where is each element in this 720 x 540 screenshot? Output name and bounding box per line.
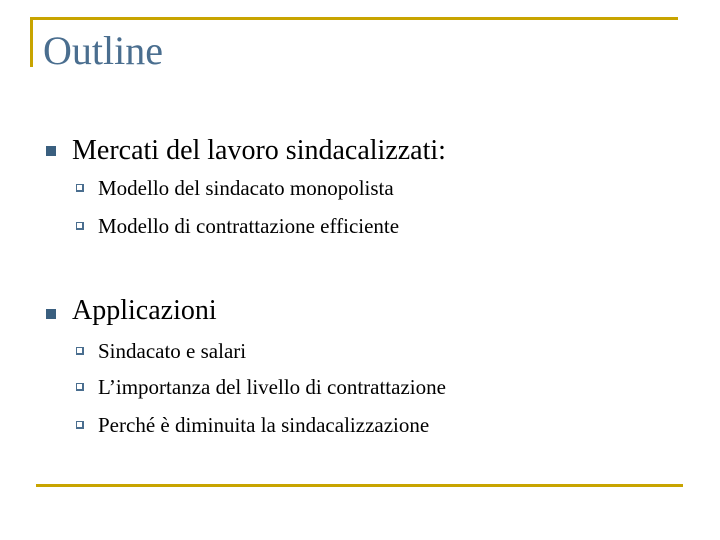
list-item: L’importanza del livello di contrattazione: [98, 375, 446, 399]
list-item: Modello di contrattazione efficiente: [98, 214, 400, 238]
hollow-square-bullet-icon: [76, 383, 84, 391]
hollow-square-bullet-icon: [76, 421, 84, 429]
footer-divider-line: [36, 484, 683, 487]
section-heading-applicazioni: Applicazioni: [72, 295, 217, 326]
list-item: Modello del sindacato monopolista: [98, 176, 394, 200]
list-item: Perché è diminuita la sindacalizzazione: [98, 413, 430, 437]
hollow-square-bullet-icon: [76, 184, 84, 192]
section-heading-mercati: Mercati del lavoro sindacalizzati:: [72, 135, 446, 166]
hollow-square-bullet-icon: [76, 347, 84, 355]
filled-square-bullet-icon: [46, 146, 56, 156]
list-item: Sindacato e salari: [98, 339, 247, 363]
slide-title: Outline: [43, 28, 163, 73]
title-frame-left-line: [30, 17, 33, 67]
filled-square-bullet-icon: [46, 309, 56, 319]
title-frame-top-line: [30, 17, 678, 20]
hollow-square-bullet-icon: [76, 222, 84, 230]
